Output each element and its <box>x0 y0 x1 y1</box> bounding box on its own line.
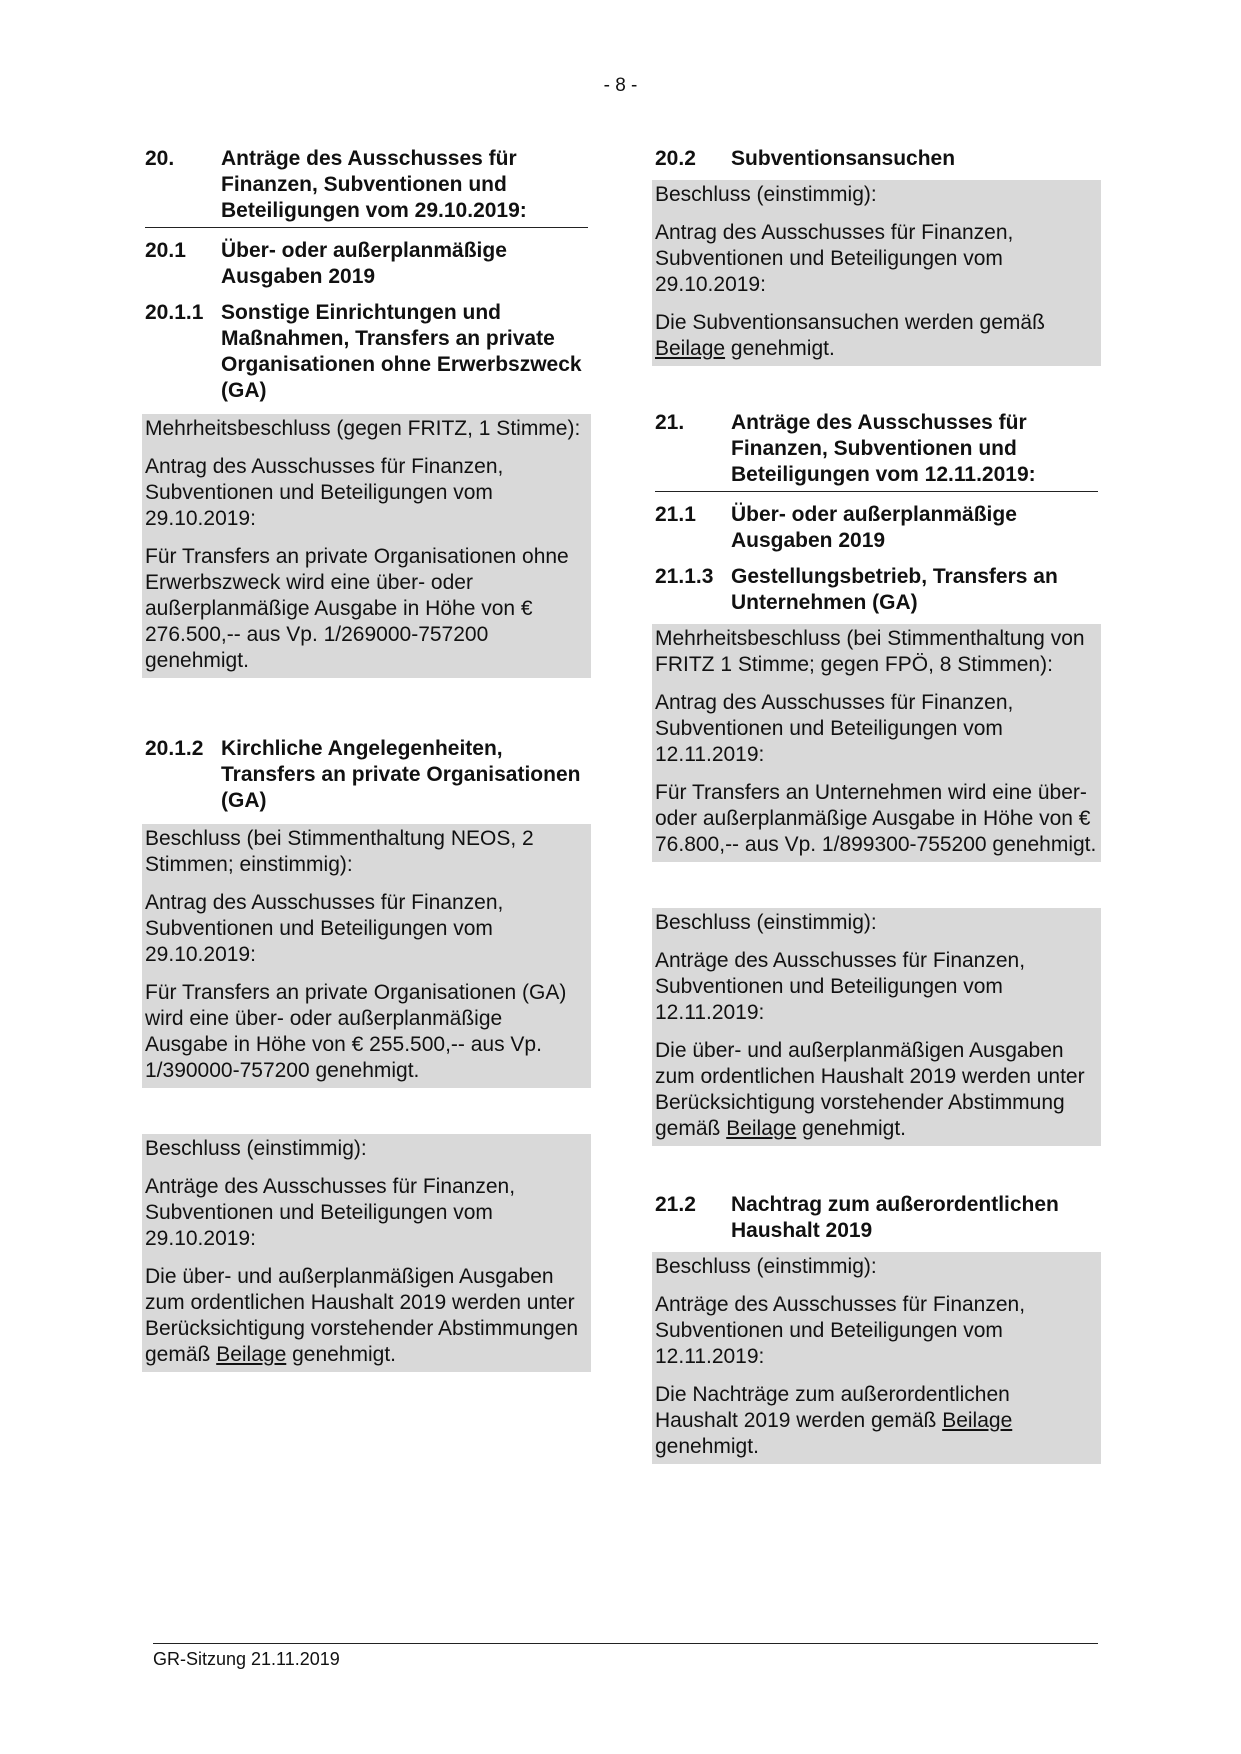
section-number: 21.1.3 <box>655 565 714 588</box>
resolution-block-20-1-2 <box>142 824 591 1088</box>
section-number: 21. <box>655 411 685 434</box>
section-number: 20.1.1 <box>145 301 204 324</box>
resolution-text: Die Subventionsansuchen werden gemäß Beilage genehmigt. <box>655 311 1045 360</box>
section-20-1-1-heading <box>145 300 588 404</box>
resolution-type: Mehrheitsbeschluss (bei Stimmenthaltung von FRITZ 1 Stimme; gegen FPÖ, 8 Stimmen): <box>655 627 1085 676</box>
section-20-1-heading <box>145 238 588 290</box>
resolution-block-20-1-1 <box>142 414 591 678</box>
section-title: Über- oder außerplanmäßige Ausgaben 2019 <box>731 503 1017 552</box>
section-title: Nachtrag zum außerordentlichen Haushalt 2019 <box>731 1193 1059 1242</box>
section-number: 21.2 <box>655 1193 696 1216</box>
resolution-text: Für Transfers an private Organisationen (GA) wird eine über- oder außerplanmäßige Ausgabe in Höhe von € 255.500,-- aus Vp. 1/390000-757200 genehmigt. <box>145 981 567 1082</box>
section-title: Gestellungsbetrieb, Transfers an Unternehmen (GA) <box>731 565 1058 614</box>
resolution-type: Beschluss (einstimmig): <box>655 183 877 206</box>
section-20-heading <box>145 146 588 228</box>
motion-source: Antrag des Ausschusses für Finanzen, Subventionen und Beteiligungen vom 29.10.2019: <box>655 221 1014 296</box>
motion-source: Anträge des Ausschusses für Finanzen, Subventionen und Beteiligungen vom 12.11.2019: <box>655 1293 1026 1368</box>
section-21-2-heading <box>655 1192 1098 1244</box>
section-number: 20.1.2 <box>145 737 204 760</box>
page-number: - 8 - <box>603 75 638 96</box>
footer-text: GR-Sitzung 21.11.2019 <box>153 1649 340 1669</box>
section-title: Subventionsansuchen <box>731 147 956 170</box>
section-20-2-heading <box>655 146 1098 172</box>
section-21-heading <box>655 410 1098 492</box>
beilage-link[interactable]: Beilage <box>655 337 726 360</box>
section-number: 20.2 <box>655 147 696 170</box>
section-title: Kirchliche Angelegenheiten, Transfers an private Organisationen (GA) <box>221 737 581 812</box>
left-column <box>145 146 588 1372</box>
beilage-link[interactable]: Beilage <box>726 1117 797 1140</box>
resolution-block-20-2 <box>652 180 1101 366</box>
resolution-type: Beschluss (bei Stimmenthaltung NEOS, 2 Stimmen; einstimmig): <box>145 827 534 876</box>
resolution-text: Die über- und außerplanmäßigen Ausgaben zum ordentlichen Haushalt 2019 werden unter Berücksichtigung vorstehender Abstimmungen gemäß Beilage genehmigt. <box>145 1265 579 1366</box>
section-21-1-3-heading <box>655 564 1098 616</box>
section-title: Über- oder außerplanmäßige Ausgaben 2019 <box>221 239 507 288</box>
resolution-text: Für Transfers an Unternehmen wird eine über- oder außerplanmäßige Ausgabe in Höhe von € 76.800,-- aus Vp. 1/899300-755200 genehmigt. <box>655 781 1097 856</box>
resolution-block-21-1-3 <box>652 624 1101 862</box>
section-title: Sonstige Einrichtungen und Maßnahmen, Transfers an private Organisationen ohne Erwerbszweck (GA) <box>221 301 582 402</box>
section-21-1-heading <box>655 502 1098 554</box>
section-title: Anträge des Ausschusses für Finanzen, Subventionen und Beteiligungen vom 12.11.2019: <box>731 411 1036 486</box>
beilage-link[interactable]: Beilage <box>216 1343 287 1366</box>
motion-source: Antrag des Ausschusses für Finanzen, Subventionen und Beteiligungen vom 29.10.2019: <box>145 891 504 966</box>
section-title: Anträge des Ausschusses für Finanzen, Subventionen und Beteiligungen vom 29.10.2019: <box>221 147 527 222</box>
section-20-1-2-heading <box>145 736 588 814</box>
resolution-block-20-final <box>142 1134 591 1372</box>
motion-source: Antrag des Ausschusses für Finanzen, Subventionen und Beteiligungen vom 29.10.2019: <box>145 455 504 530</box>
resolution-text: Die über- und außerplanmäßigen Ausgaben zum ordentlichen Haushalt 2019 werden unter Berücksichtigung vorstehender Abstimmung gemäß Beilage genehmigt. <box>655 1039 1085 1140</box>
motion-source: Anträge des Ausschusses für Finanzen, Subventionen und Beteiligungen vom 12.11.2019: <box>655 949 1026 1024</box>
resolution-text: Die Nachträge zum außerordentlichen Haushalt 2019 werden gemäß Beilage genehmigt. <box>655 1383 1013 1458</box>
resolution-type: Mehrheitsbeschluss (gegen FRITZ, 1 Stimme): <box>145 417 581 440</box>
resolution-type: Beschluss (einstimmig): <box>655 911 877 934</box>
section-number: 21.1 <box>655 503 696 526</box>
section-number: 20.1 <box>145 239 186 262</box>
resolution-text: Für Transfers an private Organisationen ohne Erwerbszweck wird eine über- oder außerplanmäßige Ausgabe in Höhe von € 276.500,-- aus Vp. 1/269000-757200 genehmigt. <box>145 545 569 672</box>
page-footer <box>153 1643 1098 1670</box>
resolution-type: Beschluss (einstimmig): <box>145 1137 367 1160</box>
resolution-block-21-final <box>652 908 1101 1146</box>
beilage-link[interactable]: Beilage <box>942 1409 1013 1432</box>
section-number: 20. <box>145 147 175 170</box>
resolution-type: Beschluss (einstimmig): <box>655 1255 877 1278</box>
motion-source: Antrag des Ausschusses für Finanzen, Subventionen und Beteiligungen vom 12.11.2019: <box>655 691 1014 766</box>
motion-source: Anträge des Ausschusses für Finanzen, Subventionen und Beteiligungen vom 29.10.2019: <box>145 1175 516 1250</box>
resolution-block-21-2 <box>652 1252 1101 1464</box>
right-column <box>655 146 1098 1464</box>
